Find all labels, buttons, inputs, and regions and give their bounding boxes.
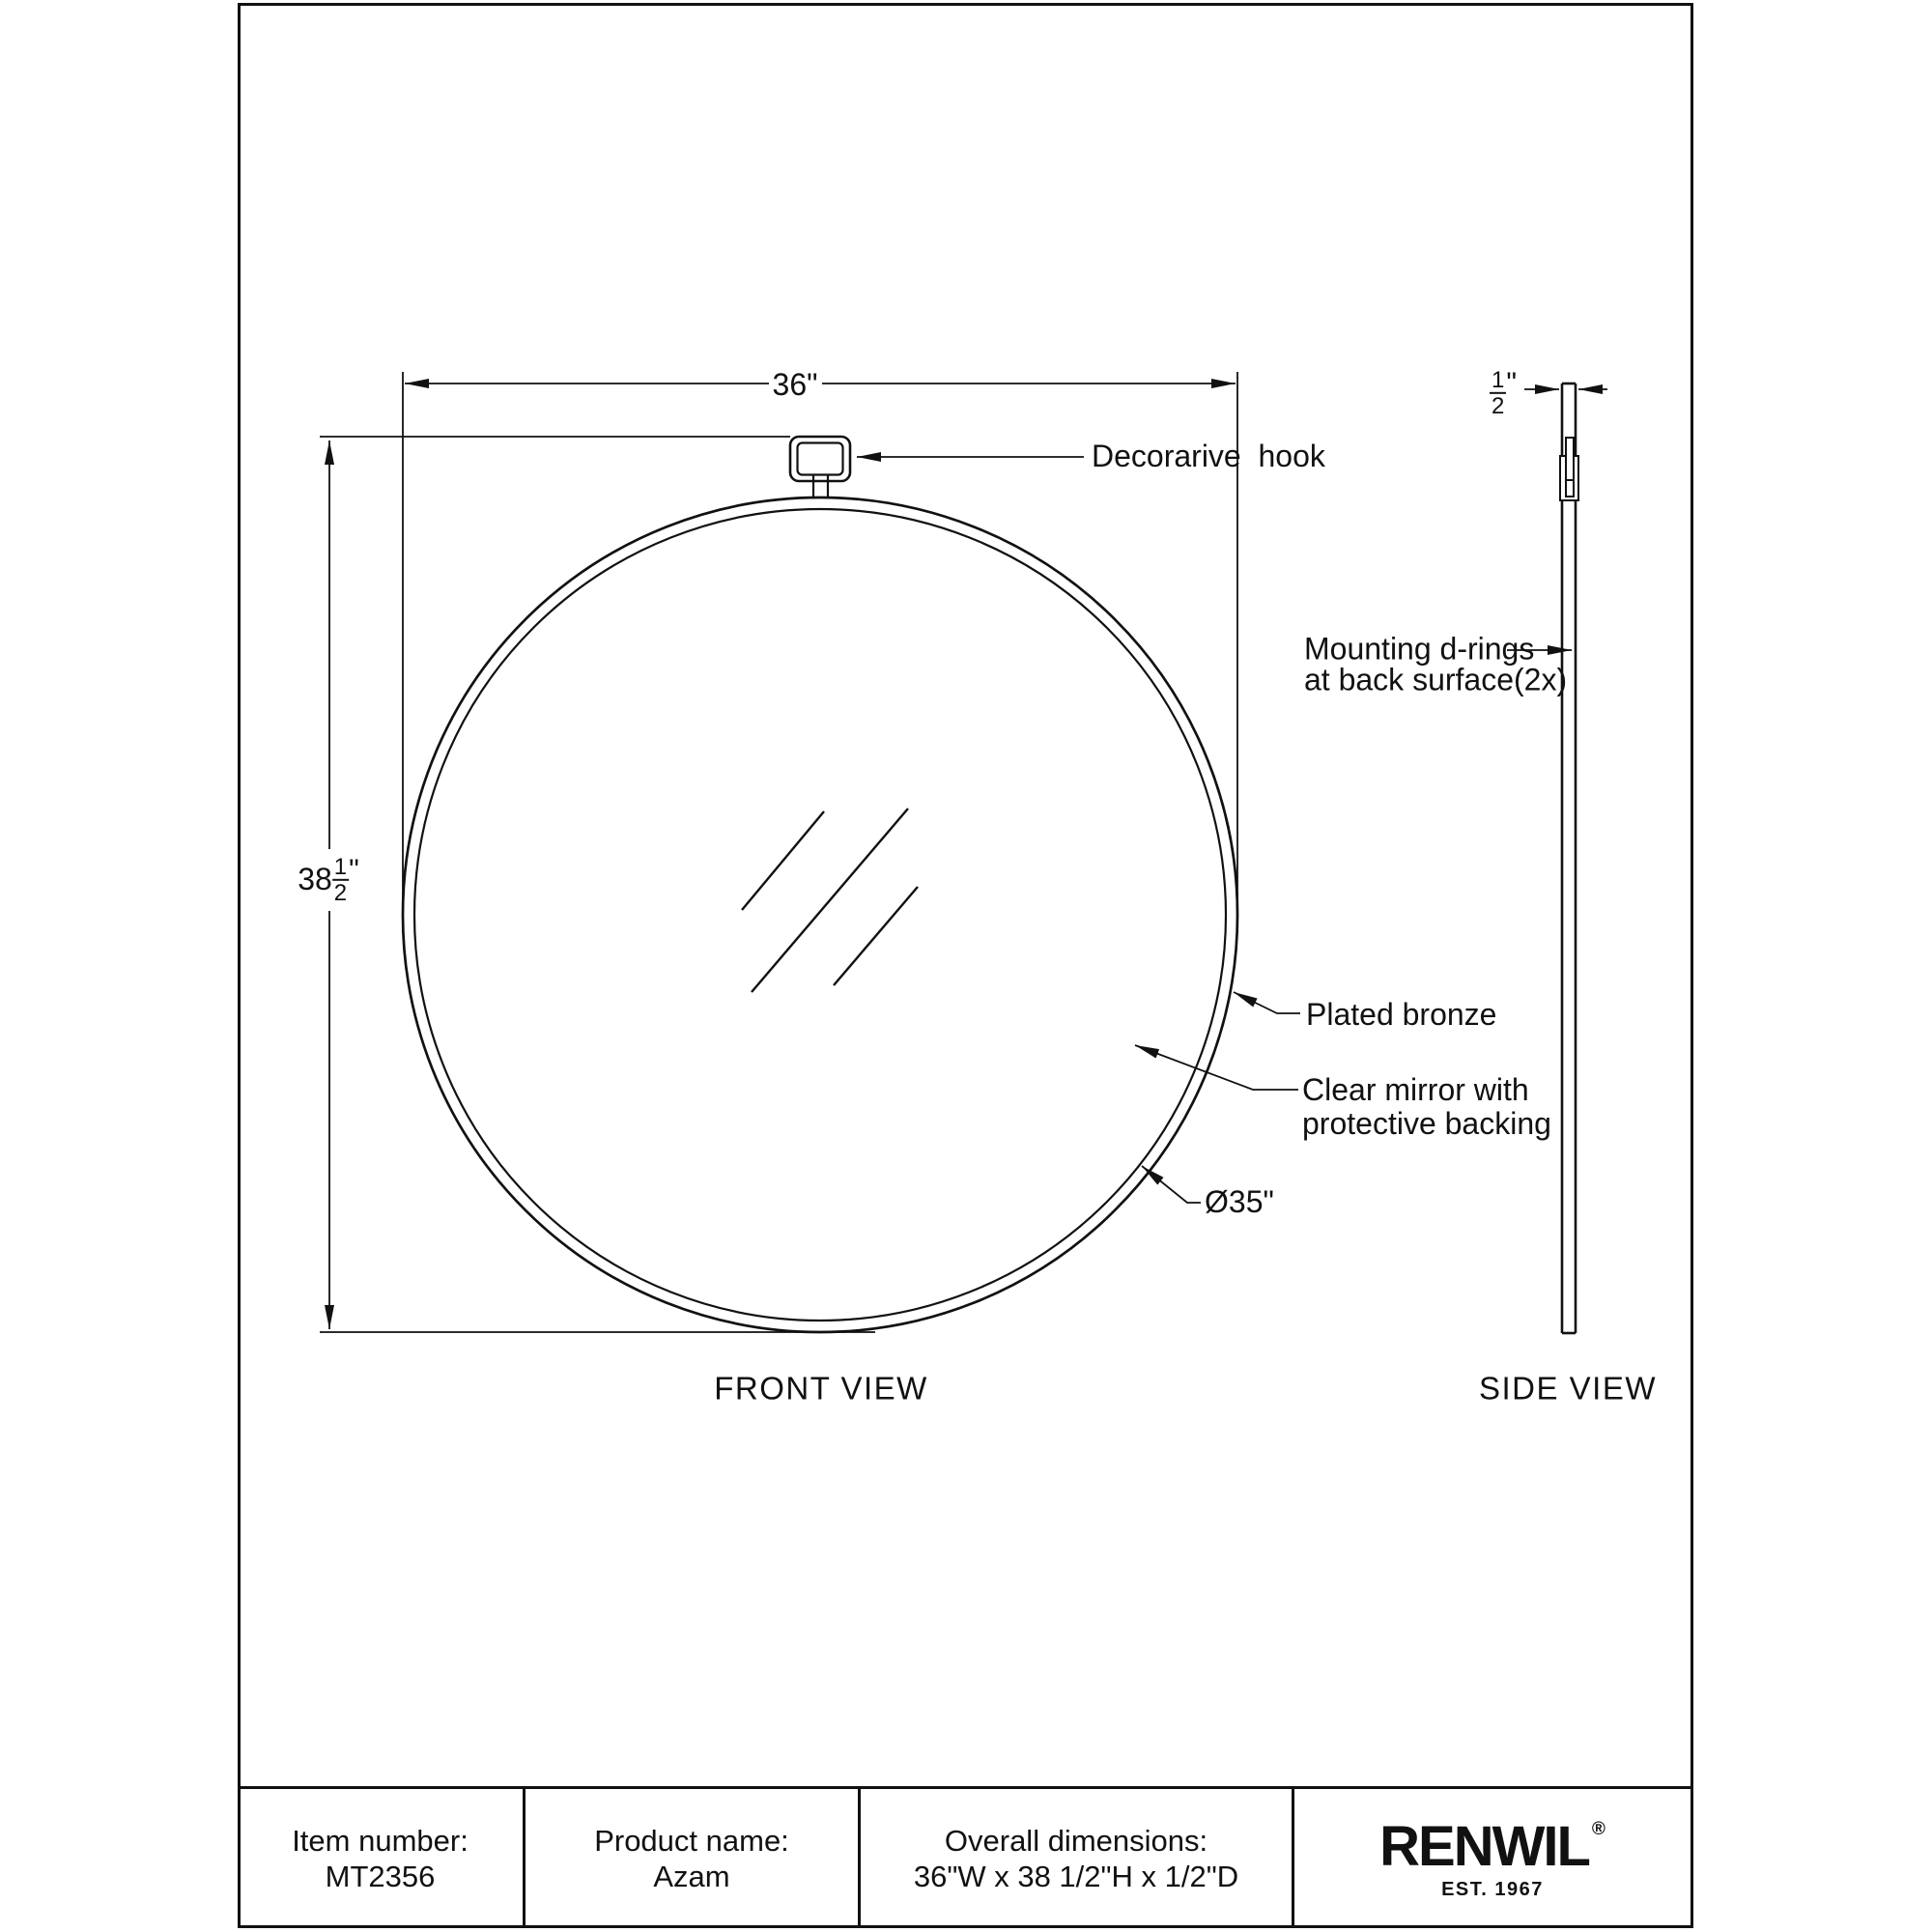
height-dimension-label <box>295 855 362 905</box>
registered-trademark-icon: ® <box>1591 1818 1605 1839</box>
leader-lines <box>857 457 1300 1203</box>
mirror-glass-inner-circle <box>414 509 1226 1321</box>
product-name-value: Azam <box>653 1860 730 1893</box>
product-name-cell <box>523 1789 858 1928</box>
extension-lines <box>320 372 1237 1332</box>
item-number-value: MT2356 <box>325 1860 436 1893</box>
brand-established: EST. 1967 <box>1441 1878 1544 1900</box>
decorative-hook-label: Decorarive hook <box>1092 439 1325 474</box>
side-view-drawing <box>1507 384 1607 1333</box>
front-view-title: FRONT VIEW <box>714 1370 928 1406</box>
overall-dimensions-label: Overall dimensions: <box>944 1824 1208 1858</box>
diameter-label: Ø35" <box>1205 1184 1274 1220</box>
overall-dimensions-cell <box>858 1789 1292 1928</box>
width-dimension-label: 36" <box>772 367 818 403</box>
clear-mirror-label: Clear mirror with protective backing <box>1302 1072 1551 1141</box>
depth-dimension-unit: " <box>1506 366 1518 399</box>
side-view-title: SIDE VIEW <box>1478 1370 1658 1406</box>
plated-bronze-label: Plated bronze <box>1306 997 1497 1033</box>
brand-name: RENWIL <box>1379 1814 1589 1878</box>
brand-cell <box>1292 1789 1690 1928</box>
mirror-frame-outer-circle <box>403 497 1237 1332</box>
product-name-label: Product name: <box>594 1824 789 1858</box>
plated-bronze-leader <box>1234 992 1300 1013</box>
height-dimension-fraction: $\frac{1}{2}$ <box>333 853 348 906</box>
depth-dimension-fraction: $\frac{1}{2}$ <box>1491 366 1505 419</box>
overall-dimensions-value: 36"W x 38 1/2"H x 1/2"D <box>913 1860 1239 1893</box>
renwil-logo <box>1379 1814 1605 1900</box>
item-number-label: Item number: <box>292 1824 469 1858</box>
mounting-drings-label: Mounting d-rings at back surface(2x) <box>1304 631 1568 696</box>
reflection-lines <box>742 809 918 992</box>
side-panel <box>1562 384 1576 1333</box>
height-dimension-unit: " <box>349 853 359 886</box>
height-dimension-whole: 38 <box>298 862 332 897</box>
clear-mirror-leader <box>1135 1045 1298 1090</box>
depth-dimension-label <box>1487 368 1520 418</box>
front-view-drawing <box>320 372 1300 1332</box>
title-block-table <box>238 1786 1693 1928</box>
item-number-cell <box>238 1789 523 1928</box>
decorative-hook-shape <box>790 437 850 498</box>
